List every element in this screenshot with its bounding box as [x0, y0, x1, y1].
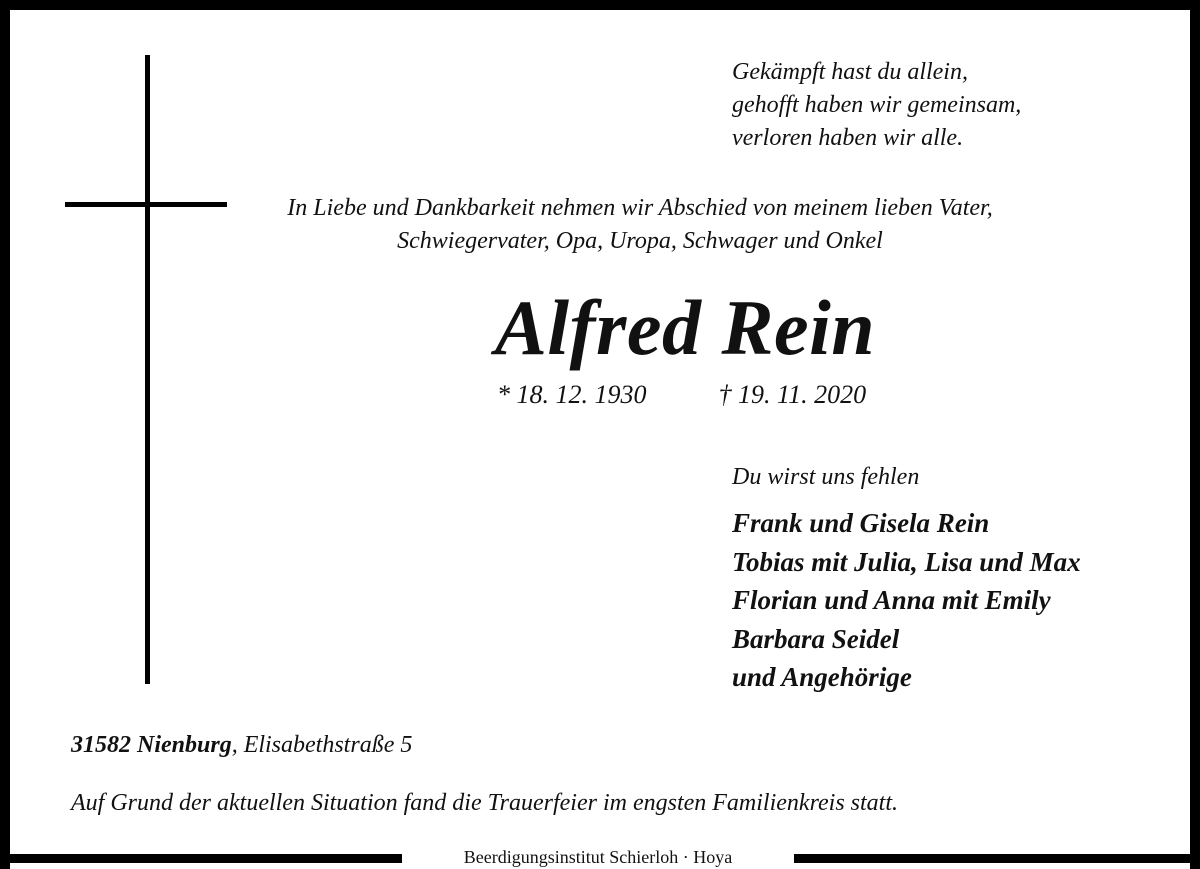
mourner-name: und Angehörige	[732, 662, 912, 692]
bottom-rule-right	[794, 854, 1200, 863]
death-date: † 19. 11. 2020	[718, 380, 867, 409]
mourner-name: Frank und Gisela Rein	[732, 508, 990, 538]
funeral-notice: Auf Grund der aktuellen Situation fand die Trauerfeier im engsten Familienkreis statt.	[71, 790, 899, 816]
cross-icon-crossbar	[65, 202, 227, 207]
life-dates	[497, 378, 866, 412]
birth-date: * 18. 12. 1930	[497, 380, 647, 409]
mourner-name: Barbara Seidel	[732, 623, 900, 654]
quote-line: gehofft haben wir gemeinsam,	[732, 92, 1022, 118]
farewell-intro	[220, 192, 1060, 258]
family-address	[71, 728, 412, 762]
intro-line: Schwiegervater, Opa, Uropa, Schwager und Onkel	[397, 228, 883, 254]
address-city: 31582 Nienburg	[71, 732, 232, 758]
address-separator: ,	[231, 732, 244, 758]
funeral-home-credit: Beerdigungsinstitut Schierloh · Hoya	[463, 847, 733, 867]
quote-line: verloren haben wir alle.	[732, 125, 964, 151]
mourner-name: Tobias mit Julia, Lisa und Max	[732, 546, 1081, 577]
memorial-quote	[732, 56, 1021, 155]
intro-line: In Liebe und Dankbarkeit nehmen wir Abschied von meinem lieben Vater,	[287, 195, 993, 221]
bottom-rule-left	[0, 854, 402, 863]
deceased-name: Alfred Rein	[494, 284, 876, 371]
address-street: Elisabethstraße 5	[243, 732, 413, 758]
farewell-heading: Du wirst uns fehlen	[732, 464, 920, 490]
mourners-list	[732, 504, 1081, 697]
cross-icon	[145, 55, 150, 684]
quote-line: Gekämpft hast du allein,	[732, 59, 968, 85]
mourner-name: Florian und Anna mit Emily	[732, 585, 1051, 615]
